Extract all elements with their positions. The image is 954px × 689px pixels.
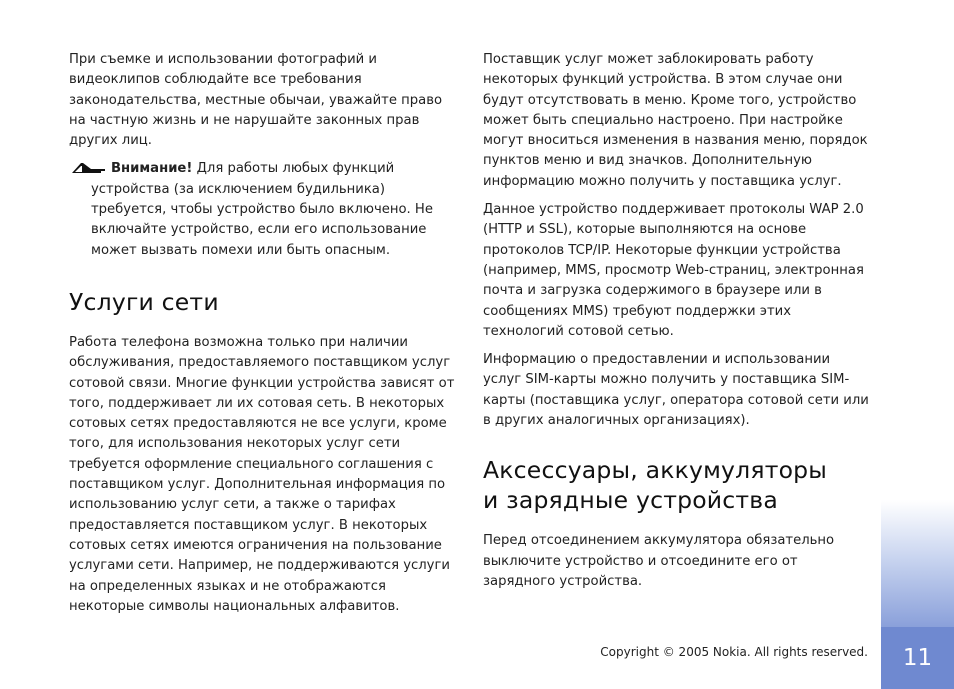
warning-text: Для работы любых функций устройства (за исключением будильника) требуется, чтобы устройство было включено. Не включайте устройство, если его использование может вызвать помехи или быть опасным. — [91, 161, 433, 258]
battery-paragraph: Перед отсоединением аккумулятора обязательно выключите устройство и отсоедините его от зарядного устройства. — [483, 533, 835, 589]
section-heading-network-services: Услуги сети — [69, 287, 219, 316]
page-sidebar — [881, 0, 954, 689]
warning-note — [69, 159, 459, 260]
provider-paragraph: Поставщик услуг может заблокировать работу некоторых функций устройства. В этом случае они будут отсутствовать в меню. Кроме того, устройство может быть специально настроено. При настройке могут вноситься изменения в названия меню, порядок пунктов меню и вид значков. Дополнительную информацию можно получить у поставщика услуг. — [483, 52, 868, 189]
network-services-paragraph: Работа телефона возможна только при наличии обслуживания, предоставляемого поставщиком услуг сотовой связи. Многие функции устройства зависят от того, поддерживает ли их сотовая сеть. В некоторых сотовых сетях предоставляются не все услуги, кроме того, для использования некоторых услуг сети требуется оформление специального соглашения с поставщиком услуг. Дополнительная информация по использованию услуг сети, а также о тарифах предоставляется поставщиком услуг. В некоторых сотовых сетях имеются ограничения на пользование услугами сети. Например, не поддерживаются услуги на определенных языках и не отображаются некоторые символы национальных алфавитов. — [69, 334, 455, 614]
page-number: 11 — [881, 627, 954, 689]
left-column — [69, 50, 459, 625]
copyright-footer: Copyright © 2005 Nokia. All rights reserved. — [600, 645, 868, 659]
warning-hand-icon — [71, 161, 107, 182]
heading-line-1: Аксессуары, аккумуляторы — [483, 456, 828, 485]
intro-paragraph: При съемке и использовании фотографий и видеоклипов соблюдайте все требования законодательства, местные обычаи, уважайте право на частную жизнь и не нарушайте законных прав других лиц. — [69, 52, 443, 149]
warning-label: Внимание! — [111, 161, 193, 177]
protocols-paragraph: Данное устройство поддерживает протоколы WAP 2.0 (HTTP и SSL), которые выполняются на основе протоколов TCP/IP. Некоторые функции устройства (например, MMS, просмотр Web-страниц, электронная почта и загрузка содержимого в браузере или в сообщениях MMS) требуют поддержки этих технологий сотовой сетью. — [483, 202, 864, 339]
sim-paragraph: Информацию о предоставлении и использовании услуг SIM-карты можно получить у поставщика SIM-карты (поставщика услуг, оператора сотовой сети или в других аналогичных организациях). — [483, 352, 869, 429]
section-heading-accessories — [483, 455, 871, 515]
right-column — [483, 50, 871, 600]
heading-line-2: и зарядные устройства — [483, 486, 778, 515]
